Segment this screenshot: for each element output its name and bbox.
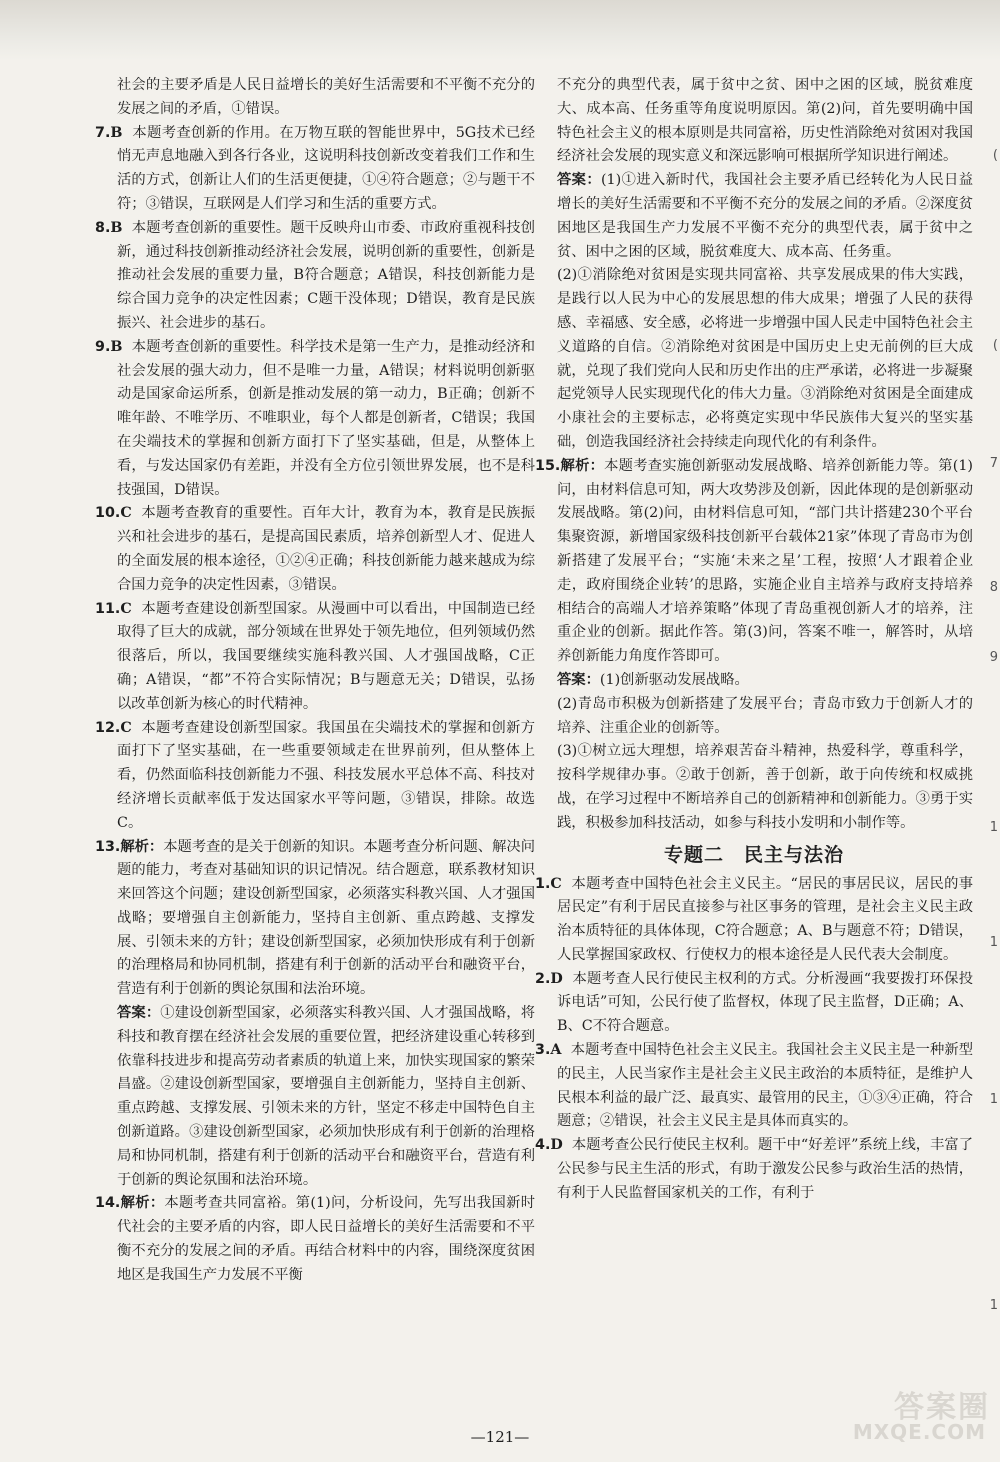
edge-mark: (	[992, 148, 998, 163]
question-number: 15.	[535, 457, 561, 474]
question-9	[95, 336, 535, 503]
answer-label: 答案：	[117, 1005, 161, 1022]
edge-mark: (	[992, 338, 998, 353]
edge-mark: 1	[989, 935, 998, 950]
question-text: 本题考查的是关于创新的知识。本题考查分析问题、解决问题的能力，考查对基础知识的识记情况。结合题意，联系教材知识来回答这个问题；建设创新型国家，必须落实科教兴国、人才强国战略；要增强自主创新能力，坚持自主创新、重点跨越、支撑发展、引领未来的方针；建设创新型国家，必须加快形成有利于创新的治理格局和协同机制，搭建有利于创新的活动平台和融资平台，营造有利于创新的舆论氛围和法治环境。	[117, 838, 536, 998]
question-11	[95, 598, 535, 717]
answer-key: C	[120, 505, 132, 522]
question-text: 本题考查中国特色社会主义民主。我国社会主义民主是一种新型的民主，人民当家作主是社会主义民主政治的本质特征，是维护人民根本利益的最广泛、最真实、最管用的民主，①③④正确，符合题意；②错误，社会主义民主是具体而真实的。	[557, 1042, 974, 1130]
question-13-answer	[95, 1002, 535, 1192]
analysis-label: 解析：	[120, 1195, 165, 1212]
question-number: 9.	[95, 338, 111, 355]
question-14-answer-2: (2)①消除绝对贫困是实现共同富裕、共享发展成果的伟大实践，是践行以人民为中心的发展思想的伟大成果；增强了人民的获得感、幸福感、安全感，必将进一步增强中国人民走中国特色社会主义道路的自信。②消除绝对贫困是中国历史上史无前例的巨大成就，兑现了我们党向人民和历史作出的庄严承诺，必将进一步凝聚起党领导人民实现现代化的伟大力量。③消除绝对贫困是全面建成小康社会的主要标志，必将奠定实现中华民族伟大复兴的坚实基础，创造我国经济社会持续走向现代化的有利条件。	[557, 267, 973, 450]
question-number: 3.	[535, 1042, 551, 1059]
right-column	[535, 74, 973, 1206]
question-number: 1.	[535, 875, 551, 892]
answer-key: B	[110, 219, 123, 236]
edge-mark: 1	[989, 1092, 998, 1107]
answer-key: D	[550, 970, 563, 987]
page-number: —121—	[470, 1428, 530, 1446]
question-8	[95, 217, 535, 336]
section2-question-4	[535, 1134, 973, 1205]
question-text: 本题考查建设创新型国家。我国虽在尖端技术的掌握和创新方面打下了坚实基础，在一些重要领域走在世界前列，但从整体上看，仍然面临科技创新能力不强、科技发展水平总体不高、科技对经济增长贡献率低于发达国家水平等问题，③错误，排除。故选C。	[117, 719, 536, 831]
question-text: 本题考查建设创新型国家。从漫画中可以看出，中国制造已经取得了巨大的成就，部分领域在世界处于领先地位，但列领域仍然很落后，所以，我国要继续实施科教兴国、人才强国战略，C正确；A错误，“都”不符合实际情况；B与题意无关；D错误，弘扬以改革创新为核心的时代精神。	[117, 600, 536, 712]
question-15-answer-2: (2)青岛市积极为创新搭建了发展平台；青岛市致力于创新人才的培养、注重企业的创新等。	[557, 695, 973, 736]
answer-label: 答案：	[557, 671, 600, 688]
answer-key: B	[110, 124, 123, 141]
answer-key: C	[550, 875, 562, 892]
question-text: 本题考查创新的作用。在万物互联的智能世界中，5G技术已经悄无声息地融入到各行各业，这说明科技创新改变着我们工作和生活的方式，创新让人们的生活更便捷，①④符合题意；②与题干不符；③错误，互联网是人们学习和生活的重要方式。	[117, 124, 535, 212]
question-number: 7.	[95, 124, 111, 141]
question-13	[95, 836, 535, 1003]
question-text: 本题考查中国特色社会主义民主。“居民的事居民议，居民的事居民定”有利于居民直接参与社区事务的管理，是社会主义民主政治本质特征的具体体现，C符合题意；A、B与题意不符；D错误，人民掌握国家政权、行使权力的根本途径是人民代表大会制度。	[557, 875, 973, 963]
scan-top-band	[0, 0, 1000, 60]
question-text: 本题考查人民行使民主权利的方式。分析漫画“我要拨打环保投诉电话”可知，公民行使了监督权，体现了民主监督，D正确；A、B、C不符合题意。	[557, 970, 974, 1035]
edge-mark: 9	[989, 650, 998, 665]
watermark-text: 答案圈	[894, 1390, 990, 1425]
section-title-name: 民主与法治	[744, 843, 845, 866]
section-title	[535, 842, 973, 868]
question-15-answer-3: (3)①树立远大理想，培养艰苦奋斗精神，热爱科学，尊重科学，按科学规律办事。②敢于创新，善于创新，敢于向传统和权威挑战，在学习过程中不断培养自己的创新精神和创新能力。③勇于实践，积极参加科技活动，如参与科技小发明和小制作等。	[557, 743, 973, 831]
question-text: 本题考查教育的重要性。百年大计，教育为本，教育是民族振兴和社会进步的基石，是提高国民素质，培养创新型人才、促进人的全面发展的根本途径，①②④正确；科技创新能力越来越成为综合国力竞争的决定性因素，③错误。	[117, 505, 536, 593]
answer-key: C	[120, 600, 132, 617]
question-number: 4.	[535, 1137, 551, 1154]
answer-key: B	[110, 338, 123, 355]
question-15-answer-1	[535, 669, 973, 693]
answer-key: D	[550, 1137, 563, 1154]
question-15	[535, 455, 973, 669]
question-number: 11.	[95, 600, 121, 617]
edge-mark: 1	[989, 820, 998, 835]
section2-question-1	[535, 873, 973, 968]
question-text: 本题考查创新的重要性。题干反映舟山市委、市政府重视科技创新，通过科技创新推动经济社会发展，说明创新的重要性，创新是推动社会发展的重要力量，B符合题意；A错误，科技创新能力是综合国力竞争的决定性因素；C题干没体现；D错误，教育是民族振兴、社会进步的基石。	[117, 219, 536, 331]
watermark-url: MXQE.COM	[852, 1420, 986, 1444]
watermark-logo	[820, 1382, 990, 1444]
left-continuation: 社会的主要矛盾是人民日益增长的美好生活需要和不平衡不充分的发展之间的矛盾，①错误。	[117, 77, 535, 117]
right-continuation: 不充分的典型代表，属于贫中之贫、困中之困的区域，脱贫难度大、成本高、任务重等角度说明原因。第(2)问，首先要明确中国特色社会主义的根本原则是共同富裕，历史性消除绝对贫困对我国经济社会发展的现实意义和深远影响可根据所学知识进行阐述。	[557, 77, 973, 165]
question-12	[95, 717, 535, 836]
section2-question-3	[535, 1039, 973, 1134]
question-number: 14.	[95, 1195, 121, 1212]
question-text: 本题考查创新的重要性。科学技术是第一生产力，是推动经济和社会发展的强大动力，但不是唯一力量，A错误；材料说明创新驱动是国家命运所系，创新是推动发展的第一动力，B正确；创新不唯年龄、不唯学历、不唯职业，每个人都是创新者，C错误；我国在尖端技术的掌握和创新方面打下了坚实基础，但是，从整体上看，与发达国家仍有差距，并没有全方位引领世界发展，也不是科技强国，D错误。	[117, 338, 536, 498]
section-title-prefix: 专题二	[663, 843, 724, 866]
answer-text: (1)①进入新时代，我国社会主要矛盾已经转化为人民日益增长的美好生活需要和不平衡不充分的发展之间的矛盾。②深度贫困地区是我国生产力发展不平衡不充分的典型代表，属于贫中之贫、困中之困的区域，脱贫难度大、成本高、任务重。	[557, 172, 974, 260]
edge-mark: 8	[989, 580, 998, 595]
answer-text: ①建设创新型国家，必须落实科教兴国、人才强国战略，将科技和教育摆在经济社会发展的重要位置，把经济建设重心转移到依靠科技进步和提高劳动者素质的轨道上来，加快实现国家的繁荣昌盛。②建设创新型国家，要增强自主创新能力，坚持自主创新、重点跨越、支撑发展、引领未来的方针，坚定不移走中国特色自主创新道路。③建设创新型国家，必须加快形成有利于创新的治理格局和协同机制，搭建有利于创新的活动平台和融资平台，营造有利于创新的舆论氛围和法治环境。	[117, 1005, 536, 1188]
answer-text: (1)创新驱动发展战略。	[599, 671, 749, 688]
question-14	[95, 1192, 535, 1287]
analysis-label: 解析：	[120, 838, 164, 855]
question-10	[95, 502, 535, 597]
question-text: 本题考查共同富裕。第(1)问，分析设问，先写出我国新时代社会的主要矛盾的内容，即人民日益增长的美好生活需要和不平衡不充分的发展之间的矛盾。再结合材料中的内容，围绕深度贫困地区是我国生产力发展不平衡	[117, 1195, 536, 1283]
question-text: 本题考查公民行使民主权利。题干中“好差评”系统上线，丰富了公民参与民主生活的形式，有助于激发公民参与政治生活的热情，有利于人民监督国家机关的工作，有利于	[557, 1137, 973, 1201]
answer-key: C	[120, 719, 132, 736]
section2-question-2	[535, 968, 973, 1039]
left-column	[95, 74, 535, 1288]
analysis-label: 解析：	[560, 457, 605, 474]
question-number: 2.	[535, 970, 551, 987]
question-number: 12.	[95, 719, 121, 736]
edge-mark: 1	[989, 1298, 998, 1313]
answer-label: 答案：	[557, 172, 601, 189]
question-14-answer-1	[535, 169, 973, 264]
question-number: 10.	[95, 505, 121, 522]
edge-mark: 7	[989, 456, 998, 471]
question-number: 8.	[95, 219, 111, 236]
question-7	[95, 122, 535, 217]
question-text: 本题考查实施创新驱动发展战略、培养创新能力等。第(1)问，由材料信息可知，两大攻势涉及创新，因此体现的是创新驱动发展战略。第(2)问，由材料信息可知，“部门共计搭建230个平台集聚资源，新增国家级科技创新平台载体21家”体现了青岛市为创新搭建了发展平台；“实施‘未来之星’工程，按照‘人才跟着企业走，政府围绕企业转’的思路，实施企业自主培养与政府支持培养相结合的高端人才培养策略”体现了青岛重视创新人才的培养，注重企业的创新。据此作答。第(3)问，答案不唯一，解答时，从培养创新能力角度作答即可。	[557, 457, 974, 665]
answer-key: A	[550, 1042, 562, 1059]
question-number: 13.	[95, 838, 121, 855]
